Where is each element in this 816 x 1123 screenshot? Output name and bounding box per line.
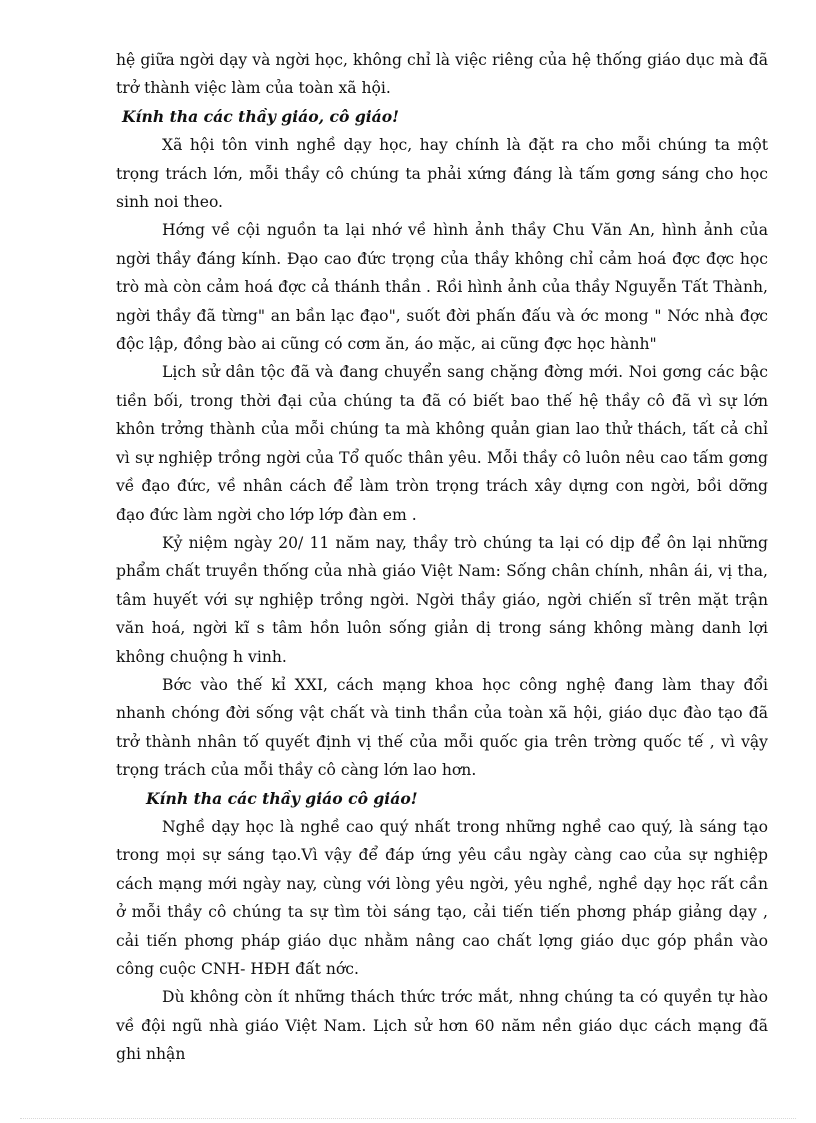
paragraph-continuation: hệ giữa ngời dạy và ngời học, không chỉ là việc riêng của hệ thống giáo dục mà đã trở thành việc làm của toàn xã hội. xyxy=(116,51,768,98)
paragraph-honoring-teaching: Xã hội tôn vinh nghề dạy học, hay chính là đặt ra cho mỗi chúng ta một trọng trách lớn, mỗi thầy cô chúng ta phải xứng đáng là tấm gơng sáng cho học sinh noi theo. xyxy=(116,136,768,212)
paragraph-chu-van-an: Hớng về cội nguồn ta lại nhớ về hình ảnh thầy Chu Văn An, hình ảnh của ngời thầy đáng kính. Đạo cao đức trọng của thầy không chỉ cảm hoá đợc đợc học trò mà còn cảm hoá đợc cả thánh thần . Rồi hình ảnh của thầy Nguyễn Tất Thành, ngời thầy đã từng" an bần lạc đạo", suốt đời phấn đấu và ớc mong " Nớc nhà đợc độc lập, đồng bào ai cũng có cơm ăn, áo mặc, ai cũng đợc học hành" xyxy=(116,221,768,354)
paragraph-21st-century: Bớc vào thế kỉ XXI, cách mạng khoa học công nghệ đang làm thay đổi nhanh chóng đời sống vật chất và tinh thần của toàn xã hội, giáo dục đào tạo đã trở thành nhân tố quyết định vị thế của mỗi quốc gia trên trờng quốc tế , vì vậy trọng trách của mỗi thầy cô càng lớn lao hơn. xyxy=(116,675,768,780)
paragraph-teaching-profession: Nghề dạy học là nghề cao quý nhất trong những nghề cao quý, là sáng tạo trong mọi sự sáng tạo.Vì vậy để đáp ứng yêu cầu ngày càng cao của sự nghiệp cách mạng mới ngày nay, cùng với lòng yêu ngời, yêu nghề, nghề dạy học rất cần ở mỗi thầy cô chúng ta sự tìm tòi sáng tạo, cải tiến tiến phơng pháp giảng dạy , cải tiến phơng pháp giáo dục nhằm nâng cao chất lợng giáo dục góp phần vào công cuộc CNH- HĐH đất nớc. xyxy=(116,817,768,978)
paragraph-challenges: Dù không còn ít những thách thức trớc mắt, nhng chúng ta có quyền tự hào về đội ngũ nhà giáo Việt Nam. Lịch sử hơn 60 năm nền giáo dục cách mạng đã ghi nhận xyxy=(116,988,768,1064)
salutation-heading: Kính tha các thầy giáo, cô giáo! xyxy=(122,106,400,126)
document-body xyxy=(116,46,768,1069)
paragraph-anniversary: Kỷ niệm ngày 20/ 11 năm nay, thầy trò chúng ta lại có dịp để ôn lại những phẩm chất truyền thống của nhà giáo Việt Nam: Sống chân chính, nhân ái, vị tha, tâm huyết với sự nghiệp trồng ngời. Ngời thầy giáo, ngời chiến sĩ trên mặt trận văn hoá, ngời kĩ s tâm hồn luôn sống giản dị trong sáng không màng danh lợi không chuộng h vinh. xyxy=(116,533,768,666)
salutation-heading-2: Kính tha các thầy giáo cô giáo! xyxy=(146,788,418,808)
page-bottom-divider xyxy=(20,1118,796,1119)
paragraph-national-history: Lịch sử dân tộc đã và đang chuyển sang chặng đờng mới. Noi gơng các bậc tiền bối, trong thời đại của chúng ta đã có biết bao thế hệ thầy cô đã vì sự lớn khôn trởng thành của mỗi chúng ta mà không quản gian lao thử thách, tất cả chỉ vì sự nghiệp trồng ngời của Tổ quốc thân yêu. Mỗi thầy cô luôn nêu cao tấm gơng về đạo đức, về nhân cách để làm tròn trọng trách xây dựng con ngời, bồi dỡng đạo đức làm ngời cho lớp lớp đàn em . xyxy=(116,363,768,524)
